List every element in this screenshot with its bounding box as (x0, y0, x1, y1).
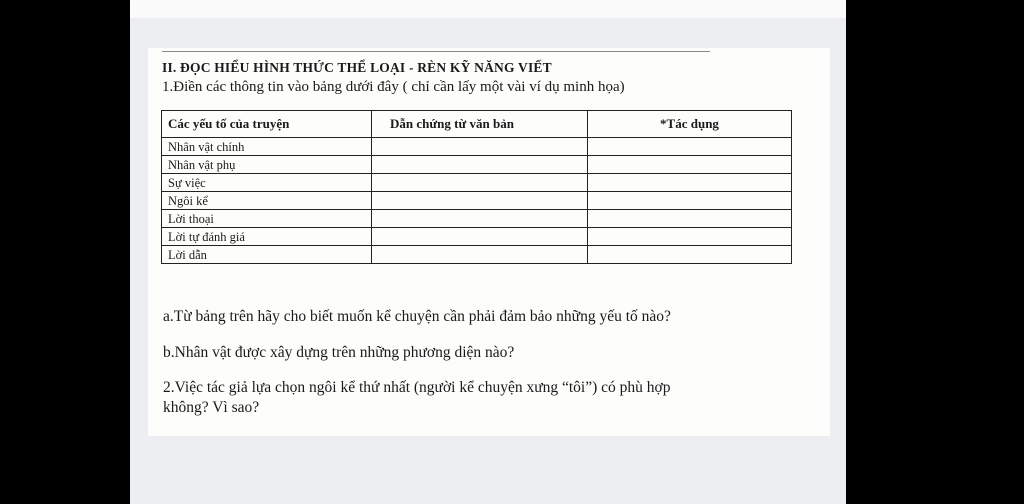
empty-cell (588, 228, 792, 246)
empty-cell (372, 138, 588, 156)
table-row (162, 192, 792, 210)
empty-cell (588, 138, 792, 156)
table-row (162, 174, 792, 192)
empty-cell (372, 156, 588, 174)
empty-cell (588, 192, 792, 210)
worksheet-paper (148, 48, 830, 436)
empty-cell (588, 174, 792, 192)
empty-cell (372, 228, 588, 246)
header-elements: Các yếu tố của truyện (162, 111, 372, 138)
row-label: Sự việc (162, 174, 372, 192)
empty-cell (372, 192, 588, 210)
table-row (162, 210, 792, 228)
table-row (162, 138, 792, 156)
header-effect: *Tác dụng (588, 111, 792, 138)
table-row (162, 228, 792, 246)
section-heading: II. ĐỌC HIỂU HÌNH THỨC THỂ LOẠI - RÈN KỸ NĂNG VIẾT (162, 60, 552, 75)
table-row (162, 246, 792, 264)
row-label: Ngôi kể (162, 192, 372, 210)
row-label: Lời dẫn (162, 246, 372, 264)
question-b: b.Nhân vật được xây dựng trên những phương diện nào? (163, 344, 515, 361)
question-a: a.Từ bảng trên hãy cho biết muốn kể chuyện cần phải đảm bảo những yếu tố nào? (163, 308, 671, 325)
table-header-row (162, 111, 792, 138)
empty-cell (588, 210, 792, 228)
divider-line (162, 51, 710, 52)
question-2-line-1: 2.Việc tác giả lựa chọn ngôi kể thứ nhất (người kể chuyện xưng “tôi”) có phù hợp (163, 379, 671, 396)
row-label: Lời tự đánh giá (162, 228, 372, 246)
table-row (162, 156, 792, 174)
empty-cell (588, 156, 792, 174)
row-label: Nhân vật phụ (162, 156, 372, 174)
empty-cell (588, 246, 792, 264)
empty-cell (372, 246, 588, 264)
question-2 (163, 378, 670, 418)
header-evidence: Dẫn chứng từ văn bản (372, 111, 588, 138)
top-band (130, 0, 846, 18)
screenshot-frame (130, 0, 846, 504)
row-label: Nhân vật chính (162, 138, 372, 156)
instruction-text: 1.Điền các thông tin vào bảng dưới đây ( chỉ cần lấy một vài ví dụ minh họa) (162, 79, 625, 95)
empty-cell (372, 174, 588, 192)
empty-cell (372, 210, 588, 228)
row-label: Lời thoại (162, 210, 372, 228)
question-2-line-2: không? Vì sao? (163, 399, 260, 416)
story-elements-table (161, 110, 792, 264)
